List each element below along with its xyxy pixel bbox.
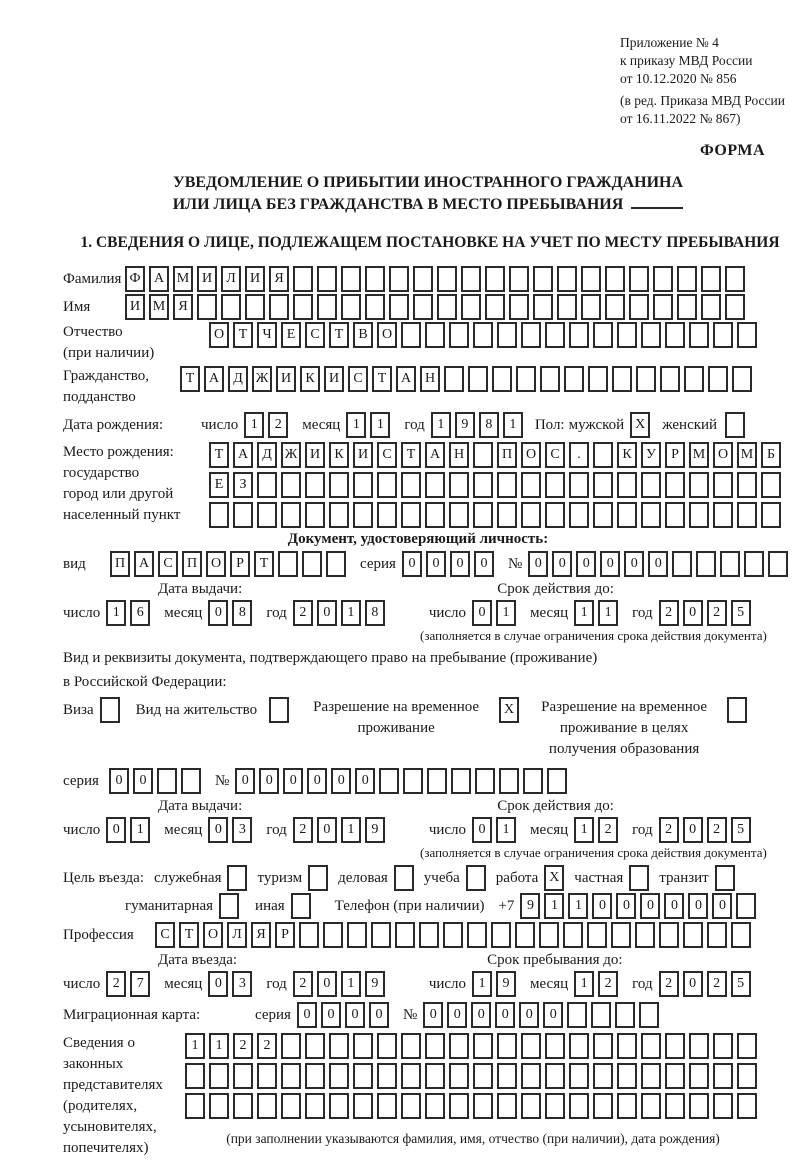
edition-line-2: от 16.11.2022 № 867) [620, 111, 741, 126]
patronymic-row [63, 322, 795, 364]
surname-boxes[interactable]: Ф А М И Л И Я [125, 266, 749, 292]
sex-female-checkbox[interactable] [725, 412, 749, 438]
stay-doc-number-label: № [214, 772, 230, 789]
appendix-block [620, 34, 793, 128]
patronymic-label: Отчество (при наличии) [63, 324, 155, 361]
entry-date-heading: Дата въезда: [158, 952, 238, 968]
doc-series-label: серия [360, 555, 396, 572]
stay-month-boxes[interactable]: 1 2 [574, 971, 622, 997]
entry-day-boxes[interactable]: 2 7 [106, 971, 154, 997]
patronymic-boxes[interactable]: О Т Ч Е С Т В О [209, 322, 761, 348]
entry-dates-row [63, 971, 795, 997]
doc-dates-row [63, 600, 795, 626]
title-underline [631, 196, 683, 209]
birth-place-boxes-row-1[interactable]: Т А Д Ж И К И С Т А Н П О С . К У Р М О М Б [209, 442, 785, 468]
purpose-study: учеба [424, 865, 490, 891]
citizenship-boxes[interactable]: Т А Д Ж И К И С Т А Н [180, 366, 756, 392]
identity-doc-heading: Документ, удостоверяющий личность: [287, 531, 549, 547]
purpose-row [63, 865, 795, 891]
stay-doc-valid-date: число 0 1 месяц 1 2 год 2 0 2 5 [429, 817, 755, 843]
entry-month-boxes[interactable]: 0 3 [208, 971, 256, 997]
stay-year-boxes[interactable]: 2 0 2 5 [659, 971, 755, 997]
doc-number-label: № [507, 555, 523, 572]
profession-boxes[interactable]: С Т О Л Я Р [155, 922, 755, 948]
stay-doc-date-headings [63, 798, 795, 815]
stay-day-boxes[interactable]: 1 9 [472, 971, 520, 997]
appendix-line-2: к приказу МВД России [620, 53, 753, 68]
doc-issue-day-boxes[interactable]: 1 6 [106, 600, 154, 626]
citizenship-row [63, 366, 795, 408]
doc-issue-year-boxes[interactable]: 2 0 1 8 [293, 600, 389, 626]
phone-prefix: +7 [498, 897, 515, 914]
purpose-other: иная [255, 893, 315, 919]
doc-valid-month-boxes[interactable]: 1 1 [574, 600, 622, 626]
form-title [63, 172, 793, 216]
forma-label: ФОРМА [699, 142, 765, 159]
purpose-transit: транзит [659, 865, 738, 891]
birth-year-boxes[interactable]: 1 9 8 1 [431, 412, 527, 438]
purpose-business: деловая [338, 865, 418, 891]
birth-day-label: число [201, 416, 239, 433]
entry-year-boxes[interactable]: 2 0 1 9 [293, 971, 389, 997]
doc-issue-date: число 1 6 месяц 0 8 год 2 0 1 8 [63, 600, 389, 626]
option-temp-residence-education: Разрешение на временное проживание в целях получения образования [533, 697, 751, 760]
sex-male-label: мужской [568, 416, 625, 433]
stay-doc-valid-year-boxes[interactable]: 2 0 2 5 [659, 817, 755, 843]
doc-kind-label: вид [63, 555, 86, 572]
purpose-other-checkbox[interactable] [291, 893, 315, 919]
stay-doc-options-row [63, 697, 795, 760]
purpose-tourism: туризм [257, 865, 332, 891]
birth-place-block [63, 442, 795, 528]
purpose-business-checkbox[interactable] [394, 865, 418, 891]
purpose-humanitarian-checkbox[interactable] [219, 893, 243, 919]
stay-doc-series-row [63, 768, 795, 794]
surname-row [63, 266, 795, 292]
stay-doc-issue-day-boxes[interactable]: 0 1 [106, 817, 154, 843]
purpose-work-checkbox[interactable]: X [544, 865, 568, 891]
purpose-row-2 [63, 893, 795, 919]
entry-date: число 2 7 месяц 0 3 год 2 0 1 9 [63, 971, 389, 997]
given-name-boxes[interactable]: И М Я [125, 294, 749, 320]
purpose-private-checkbox[interactable] [629, 865, 653, 891]
doc-valid-year-boxes[interactable]: 2 0 2 5 [659, 600, 755, 626]
representatives-boxes-row-2[interactable] [185, 1063, 761, 1089]
migration-number-boxes[interactable]: 0 0 0 0 0 0 [423, 1002, 663, 1028]
purpose-official-checkbox[interactable] [227, 865, 251, 891]
stay-until-date: число 1 9 месяц 1 2 год 2 0 2 5 [429, 971, 755, 997]
sex-female-label: женский [662, 416, 718, 433]
purpose-tourism-checkbox[interactable] [308, 865, 332, 891]
doc-number-boxes[interactable]: 0 0 0 0 0 0 [528, 551, 792, 577]
migration-number-label: № [402, 1006, 418, 1023]
purpose-private: частная [574, 865, 653, 891]
sex-label: Пол: [534, 416, 565, 433]
doc-kind-boxes[interactable]: П А С П О Р Т [110, 551, 350, 577]
residence-permit-checkbox[interactable] [269, 697, 293, 723]
stay-doc-intro-line-2: в Российской Федерации: [63, 674, 227, 690]
purpose-work: работа X [496, 865, 569, 891]
birth-month-label: месяц [302, 416, 341, 433]
stay-doc-valid-day-boxes[interactable]: 0 1 [472, 817, 520, 843]
purpose-label: Цель въезда: [63, 869, 144, 886]
given-name-row [63, 294, 795, 320]
phone-boxes[interactable]: 9 1 1 0 0 0 0 0 0 [520, 893, 760, 919]
stay-until-heading: Срок пребывания до: [487, 952, 623, 968]
entry-date-headings [63, 952, 795, 969]
stay-doc-issue-year-boxes[interactable]: 2 0 1 9 [293, 817, 389, 843]
stay-doc-series-label: серия [63, 772, 99, 789]
profession-label: Профессия [63, 926, 134, 943]
doc-valid-date: число 0 1 месяц 1 1 год 2 0 2 5 [429, 600, 755, 626]
profession-row [63, 922, 795, 948]
appendix-line-1: Приложение № 4 [620, 35, 719, 50]
sex-male-checkbox[interactable]: X [630, 412, 654, 438]
stay-doc-intro-line-1: Вид и реквизиты документа, подтверждающего право на пребывание (проживание) [63, 650, 598, 666]
edition-line-1: (в ред. Приказа МВД России [620, 93, 785, 108]
option-temp-residence: Разрешение на временное проживание X [305, 697, 523, 739]
form-title-line-2: ИЛИ ЛИЦА БЕЗ ГРАЖДАНСТВА В МЕСТО ПРЕБЫВАНИЯ [63, 194, 793, 216]
birth-day-boxes[interactable]: 1 2 [244, 412, 292, 438]
stay-doc-issue-month-boxes[interactable]: 0 3 [208, 817, 256, 843]
given-name-label: Имя [63, 298, 91, 315]
section1-heading: 1. СВЕДЕНИЯ О ЛИЦЕ, ПОДЛЕЖАЩЕМ ПОСТАНОВКЕ НА УЧЕТ ПО МЕСТУ ПРЕБЫВАНИЯ [80, 234, 780, 251]
birth-month-boxes[interactable]: 1 1 [346, 412, 394, 438]
doc-date-headings [63, 581, 795, 598]
birth-place-boxes-row-2[interactable]: Е З [209, 472, 785, 498]
temp-residence-education-checkbox[interactable] [727, 697, 751, 723]
migration-card-row [63, 1002, 795, 1028]
stay-doc-issue-date: число 0 1 месяц 0 3 год 2 0 1 9 [63, 817, 389, 843]
doc-issue-month-boxes[interactable]: 0 8 [208, 600, 256, 626]
stay-doc-issue-heading: Дата выдачи: [158, 798, 243, 814]
stay-doc-valid-heading: Срок действия до: [497, 798, 614, 814]
doc-validity-note: (заполняется в случае ограничения срока действия документа) [420, 628, 767, 643]
migration-card-label: Миграционная карта: [63, 1006, 201, 1023]
form-title-line-1: УВЕДОМЛЕНИЕ О ПРИБЫТИИ ИНОСТРАННОГО ГРАЖДАНИНА [172, 174, 684, 191]
stay-doc-number-boxes[interactable]: 0 0 0 0 0 0 [235, 768, 571, 794]
stay-doc-valid-month-boxes[interactable]: 1 2 [574, 817, 622, 843]
phone-label: Телефон (при наличии) [334, 897, 485, 914]
purpose-transit-checkbox[interactable] [715, 865, 739, 891]
purpose-humanitarian: гуманитарная [125, 893, 243, 919]
identity-doc-row [63, 551, 795, 577]
representatives-block [63, 1033, 795, 1159]
purpose-official: служебная [154, 865, 252, 891]
stay-doc-dates-row [63, 817, 795, 843]
migration-series-boxes[interactable]: 0 0 0 0 [297, 1002, 393, 1028]
temp-residence-checkbox[interactable]: X [499, 697, 523, 723]
doc-series-boxes[interactable]: 0 0 0 0 [402, 551, 498, 577]
visa-checkbox[interactable] [100, 697, 124, 723]
birth-year-label: год [404, 416, 425, 433]
representatives-boxes-row-3[interactable] [185, 1093, 761, 1119]
doc-valid-heading: Срок действия до: [497, 581, 614, 597]
birth-date-row [63, 412, 795, 438]
representatives-note: (при заполнении указываются фамилия, имя, отчество (при наличии), дата рождения) [226, 1131, 720, 1146]
representatives-label: Сведения о законных представителях (родителях, усыновителях, попечителях) [63, 1035, 163, 1156]
migration-series-label: серия [255, 1006, 291, 1023]
surname-label: Фамилия [63, 270, 122, 287]
option-visa: Виза [63, 697, 124, 723]
stay-doc-validity-note: (заполняется в случае ограничения срока действия документа) [420, 845, 767, 860]
birth-place-label: Место рождения: государство город или другой населенный пункт [63, 444, 181, 523]
stay-doc-series-boxes[interactable]: 0 0 [109, 768, 205, 794]
birth-place-boxes-row-3[interactable] [209, 502, 785, 528]
doc-issue-heading: Дата выдачи: [158, 581, 243, 597]
representatives-boxes-row-1[interactable]: 1 1 2 2 [185, 1033, 761, 1059]
citizenship-label: Гражданство, подданство [63, 368, 150, 405]
option-residence-permit: Вид на жительство [136, 697, 293, 723]
birth-date-label: Дата рождения: [63, 416, 164, 433]
purpose-study-checkbox[interactable] [466, 865, 490, 891]
doc-valid-day-boxes[interactable]: 0 1 [472, 600, 520, 626]
appendix-line-3: от 10.12.2020 № 856 [620, 71, 737, 86]
